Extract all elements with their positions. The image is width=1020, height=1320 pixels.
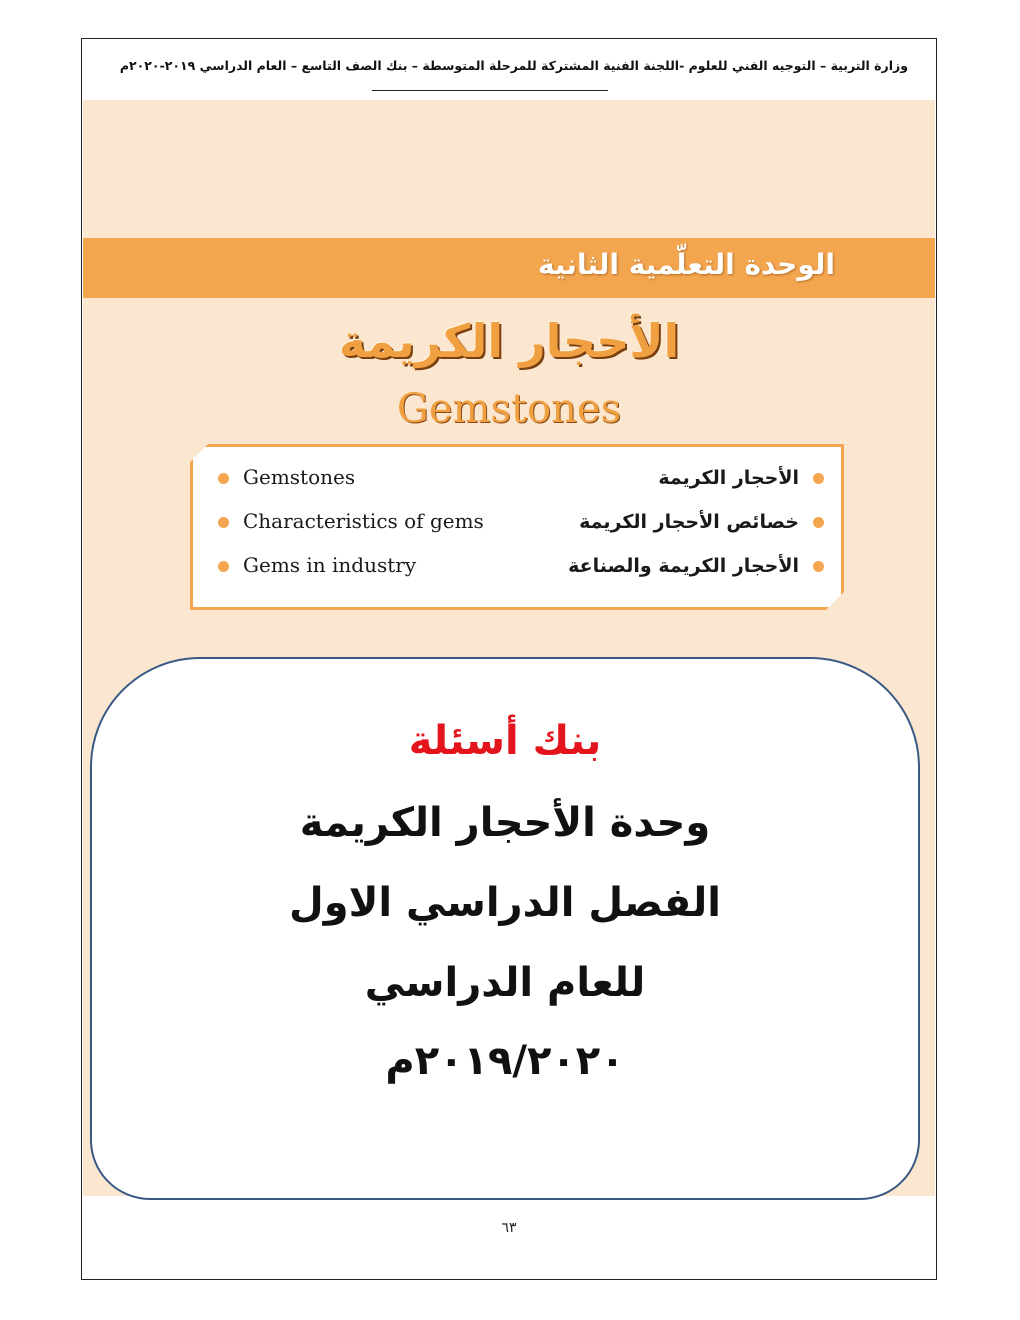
topic-en-item xyxy=(218,509,484,533)
bullet-icon xyxy=(218,561,229,572)
bank-semester: الفصل الدراسي الاول xyxy=(289,880,721,926)
page-header: وزارة التربية – التوجيه الفني للعلوم -اللجنة الفنية المشتركة للمرحلة المتوسطة – بنك الصف التاسع – العام الدراسي ٢٠١٩-٢٠٢٠م xyxy=(119,58,908,73)
topic-en-label: Characteristics of gems xyxy=(243,509,484,533)
topic-ar-label: خصائص الأحجار الكريمة xyxy=(579,511,799,533)
topic-ar-item xyxy=(568,555,824,577)
bank-year: ٢٠١٩/٢٠٢٠م xyxy=(385,1038,625,1084)
topic-ar-label: الأحجار الكريمة والصناعة xyxy=(568,555,799,577)
bank-unit-name: وحدة الأحجار الكريمة xyxy=(299,800,711,846)
unit-title-arabic: الأحجار الكريمة xyxy=(338,314,680,368)
topic-en-label: Gems in industry xyxy=(243,553,417,577)
bullet-icon xyxy=(813,517,824,528)
topic-en-label: Gemstones xyxy=(243,465,356,489)
topic-ar-item xyxy=(658,467,824,489)
unit-banner xyxy=(83,238,935,298)
header-underline xyxy=(372,90,608,91)
page-number: ٦٣ xyxy=(501,1220,517,1236)
topic-ar-label: الأحجار الكريمة xyxy=(658,467,799,489)
unit-label: الوحدة التعلّمية الثانية xyxy=(538,248,835,281)
topic-en-item xyxy=(218,553,416,577)
bank-year-label: للعام الدراسي xyxy=(364,960,646,1006)
bullet-icon xyxy=(218,473,229,484)
bullet-icon xyxy=(813,561,824,572)
bullet-icon xyxy=(813,473,824,484)
unit-title-english: Gemstones xyxy=(396,386,622,432)
question-bank-title: بنك أسئلة xyxy=(408,718,602,764)
bullet-icon xyxy=(218,517,229,528)
topic-ar-item xyxy=(579,511,824,533)
topic-en-item xyxy=(218,465,355,489)
